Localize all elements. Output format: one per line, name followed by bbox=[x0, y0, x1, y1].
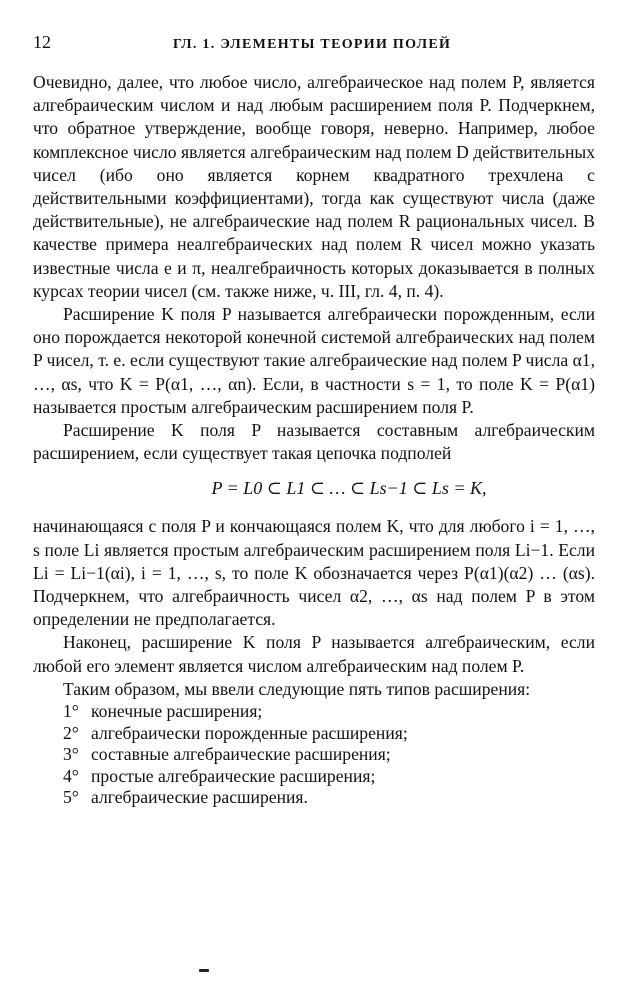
extension-types-list bbox=[33, 701, 595, 809]
list-item: 2° алгебраически порожденные расширения; bbox=[63, 722, 408, 743]
paragraph-4: начинающаяся с поля P и кончающаяся полем K, что для любого i = 1, …, s поле Li является простым алгебраическим расширением поля Li−1. Если Li = Li−1(αi), i = 1, …, s, то поле K обозначается через P(α1)(α2) … (αs). Подчеркнем, что алгебраичность чисел α2, …, αs над полем P в этом определении не предполагается. bbox=[33, 516, 595, 630]
subfield-chain-formula: P = L0 ⊂ L1 ⊂ … ⊂ Ls−1 ⊂ Ls = K, bbox=[211, 478, 487, 499]
list-item: 1° конечные расширения; bbox=[63, 701, 263, 722]
body-text bbox=[33, 71, 595, 809]
list-item: 4° простые алгебраические расширения; bbox=[63, 765, 376, 786]
list-item: 3° составные алгебраические расширения; bbox=[63, 744, 391, 765]
page-header bbox=[33, 30, 595, 57]
list-item: 5° алгебраические расширения. bbox=[63, 787, 308, 808]
page-number: 12 bbox=[33, 32, 51, 52]
paragraph-1: Очевидно, далее, что любое число, алгебраическое над полем P, является алгебраическим числом и над любым расширением поля P. Подчеркнем, что обратное утверждение, вообще говоря, неверно. Например, любое комплексное число является алгебраическим над полем D действительных чисел (ибо оно является корнем квадратного трехчлена с действительными коэффициентами), тогда как существуют числа (даже действительные), не алгебраические над полем R рациональных чисел. В качестве примера неалгебраических над полем R чисел можно указать известные числа e и π, неалгебраичность которых доказывается в полных курсах теории чисел (см. также ниже, ч. III, гл. 4, п. 4). bbox=[33, 72, 595, 301]
book-page bbox=[33, 30, 595, 809]
paragraph-3: Расширение K поля P называется составным алгебраическим расширением, если существует такая цепочка подполей bbox=[33, 420, 595, 464]
paragraph-2: Расширение K поля P называется алгебраически порожденным, если оно порождается некоторой конечной системой алгебраических над полем P чисел, т. е. если существуют такие алгебраические над полем P числа α1, …, αs, что K = P(α1, …, αn). Если, в частности s = 1, то поле K = P(α1) называется простым алгебраическим расширением поля P. bbox=[33, 304, 595, 417]
running-title: ГЛ. 1. ЭЛЕМЕНТЫ ТЕОРИИ ПОЛЕЙ bbox=[173, 37, 452, 52]
paragraph-6: Таким образом, мы ввели следующие пять типов расширения: bbox=[63, 678, 531, 699]
print-mark bbox=[199, 969, 209, 972]
paragraph-5: Наконец, расширение K поля P называется алгебраическим, если любой его элемент является числом алгебраическим над полем P. bbox=[33, 632, 595, 676]
